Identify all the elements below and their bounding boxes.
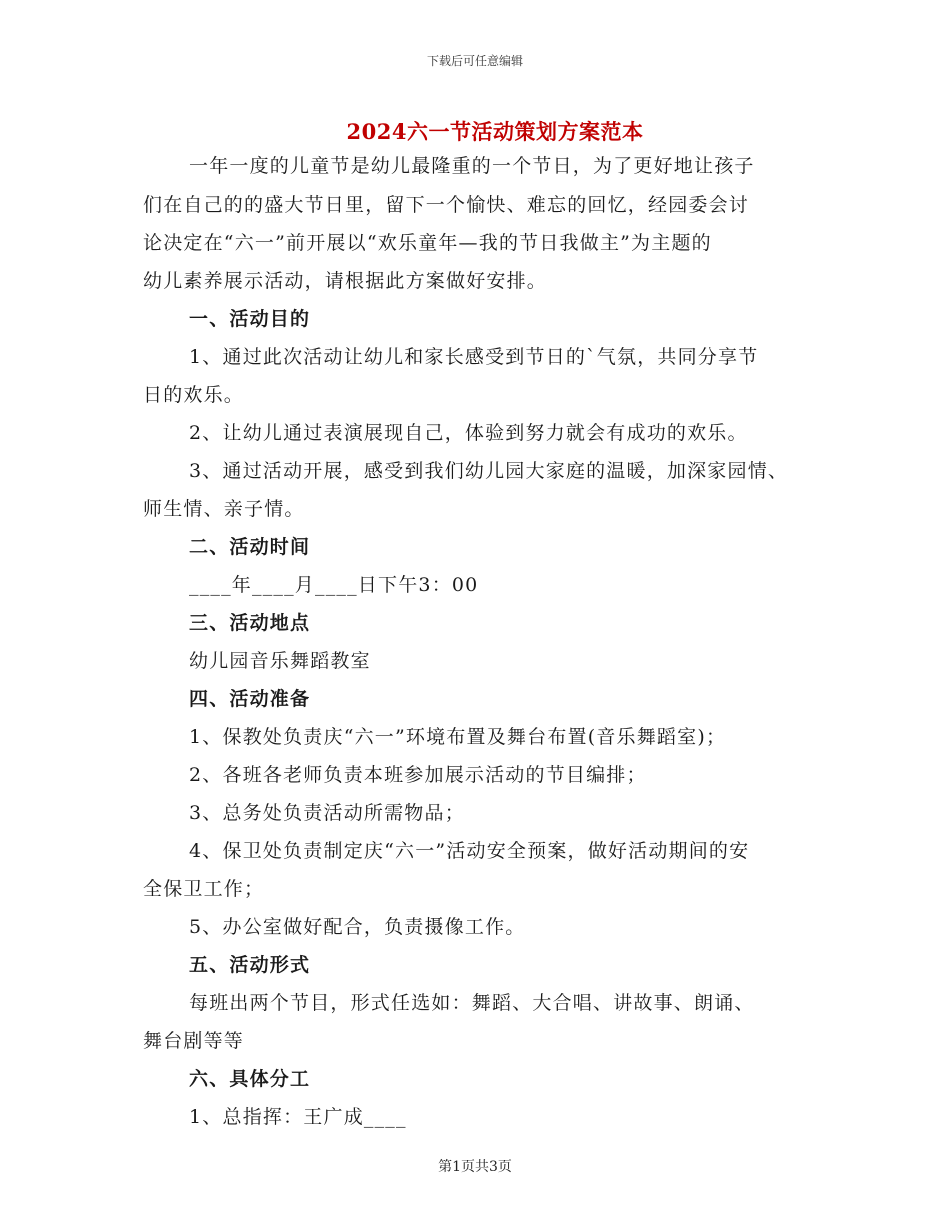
header-note: 下载后可任意编辑: [426, 54, 523, 68]
prep-item-4-line-2: 全保卫工作；: [143, 878, 265, 900]
section-heading-preparation: 四、活动准备: [189, 688, 311, 710]
intro-line-4: 幼儿素养展示活动，请根据此方案做好安排。: [143, 270, 548, 292]
page-footer: 第1页共3页: [438, 1159, 512, 1175]
purpose-item-3-line-2: 师生情、亲子情。: [143, 498, 305, 520]
format-line-1: 每班出两个节目，形式任选如：舞蹈、大合唱、讲故事、朗诵、: [189, 992, 755, 1014]
division-item-1: 1、总指挥：王广成____: [189, 1106, 407, 1128]
purpose-item-3-line-1: 3、通过活动开展，感受到我们幼儿园大家庭的温暖，加深家园情、: [189, 460, 789, 482]
purpose-item-2: 2、让幼儿通过表演展现自己，体验到努力就会有成功的欢乐。: [189, 422, 748, 444]
section-heading-location: 三、活动地点: [189, 612, 311, 634]
purpose-item-1-line-1: 1、通过此次活动让幼儿和家长感受到节日的`气氛，共同分享节: [189, 346, 759, 368]
prep-item-1: 1、保教处负责庆“六一”环境布置及舞台布置(音乐舞蹈室)；: [189, 726, 727, 748]
activity-time: ____年____月____日下午3：00: [189, 574, 479, 596]
prep-item-2: 2、各班各老师负责本班参加展示活动的节目编排；: [189, 764, 647, 786]
prep-item-4-line-1: 4、保卫处负责制定庆“六一”活动安全预案，做好活动期间的安: [189, 840, 750, 862]
format-line-2: 舞台剧等等: [143, 1030, 245, 1052]
prep-item-3: 3、总务处负责活动所需物品；: [189, 802, 465, 824]
section-heading-time: 二、活动时间: [189, 536, 311, 558]
document-title: 2024六一节活动策划方案范本: [346, 119, 644, 144]
section-heading-format: 五、活动形式: [189, 954, 311, 976]
prep-item-5: 5、办公室做好配合，负责摄像工作。: [189, 916, 526, 938]
intro-line-1: 一年一度的儿童节是幼儿最隆重的一个节日，为了更好地让孩子: [189, 155, 755, 177]
intro-line-3: 论决定在“六一”前开展以“欢乐童年—我的节日我做主”为主题的: [143, 232, 712, 254]
activity-location: 幼儿园音乐舞蹈教室: [189, 650, 371, 672]
intro-line-2: 们在自己的的盛大节日里，留下一个愉快、难忘的回忆，经园委会讨: [143, 194, 750, 216]
section-heading-division: 六、具体分工: [189, 1068, 311, 1090]
section-heading-purpose: 一、活动目的: [189, 308, 311, 330]
purpose-item-1-line-2: 日的欢乐。: [143, 384, 245, 406]
